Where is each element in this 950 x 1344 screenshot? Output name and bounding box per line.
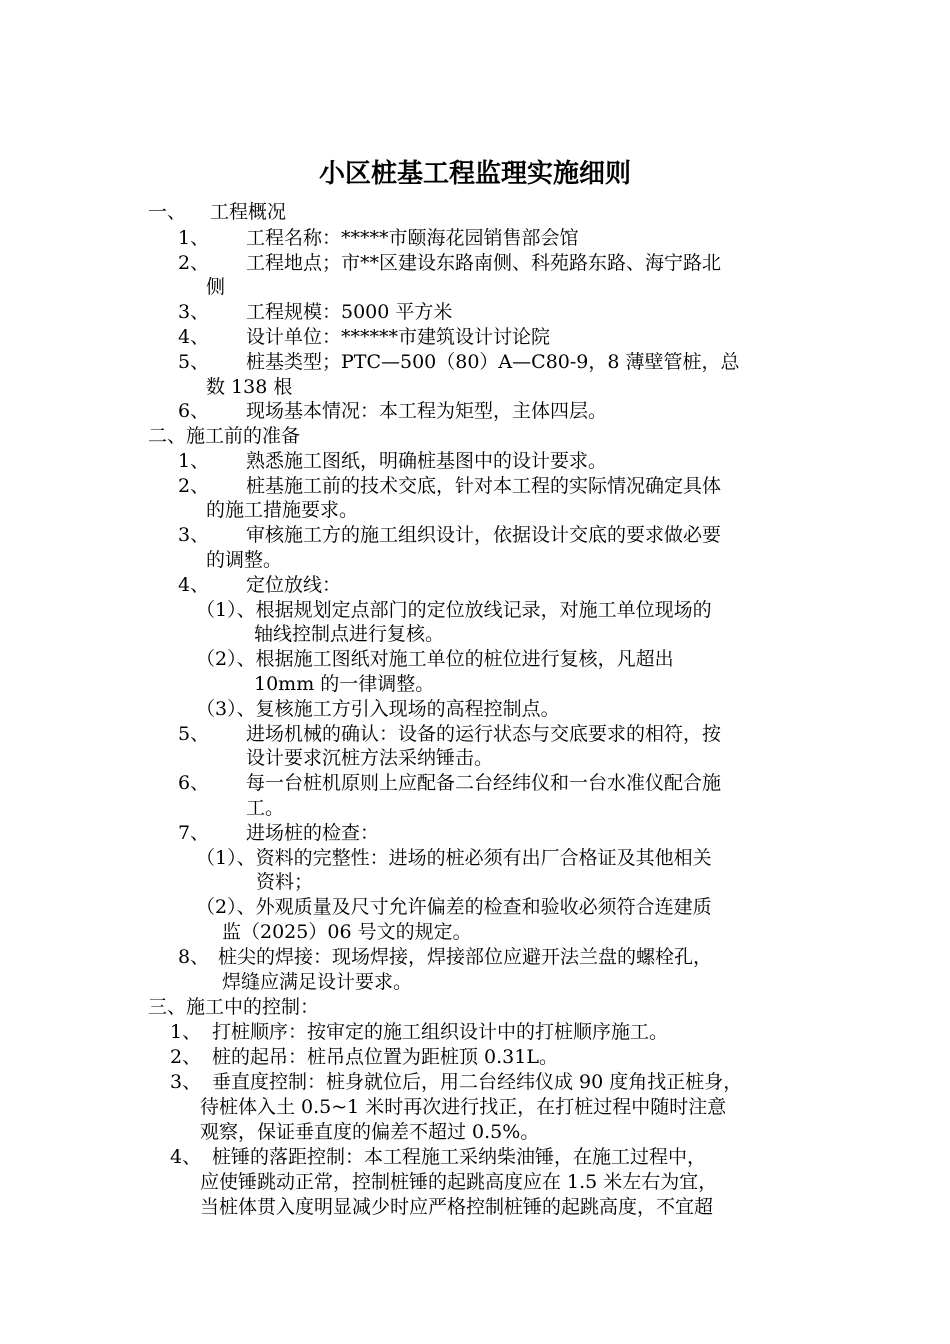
list-item-text-cont: 观察，保证垂直度的偏差不超过 0.5%。 [200, 1121, 540, 1143]
section-2-heading: 二、施工前的准备 [148, 425, 301, 447]
item-number: 3、 [178, 524, 210, 546]
list-item-text: 桩尖的焊接：现场焊接，焊接部位应避开法兰盘的螺栓孔， [218, 946, 713, 968]
list-item [178, 573, 209, 597]
list-item-text-cont: 工。 [246, 797, 285, 819]
list-item-text-cont: 当桩体贯入度明显减少时应严格控制桩锤的起跳高度，不宜超 [200, 1196, 714, 1218]
list-item [178, 226, 209, 250]
list-item [178, 399, 209, 423]
list-item [178, 251, 209, 275]
item-number: 5、 [178, 351, 210, 373]
list-item-text-cont: 焊缝应满足设计要求。 [222, 971, 413, 993]
list-item-text: 工程地点；市**区建设东路南侧、科苑路东路、海宁路北 [246, 252, 722, 274]
item-number: 3、 [178, 301, 210, 323]
item-number: 1、 [170, 1021, 202, 1043]
list-item-text: 审核施工方的施工组织设计，依据设计交底的要求做必要 [246, 524, 722, 546]
list-item-text: 进场桩的检查： [246, 822, 380, 844]
sub-item-text-cont: 轴线控制点进行复核。 [254, 623, 445, 645]
list-item-text: 垂直度控制：桩身就位后，用二台经纬仪成 90 度角找正桩身， [212, 1071, 743, 1093]
list-item [178, 945, 209, 969]
list-item [178, 523, 209, 547]
document-title: 小区桩基工程监理实施细则 [318, 159, 631, 189]
list-item-text: 每一台桩机原则上应配备二台经纬仪和一台水准仪配合施 [246, 772, 722, 794]
list-item [170, 1045, 201, 1069]
section-1-title: 工程概况 [210, 201, 287, 223]
item-number: 3、 [170, 1071, 202, 1093]
list-item [170, 1020, 201, 1044]
sub-item-text-cont: 资料； [256, 871, 314, 893]
list-item-text: 熟悉施工图纸，明确桩基图中的设计要求。 [246, 450, 608, 472]
item-number: 1、 [178, 450, 210, 472]
item-number: 6、 [178, 400, 210, 422]
sub-item-text-cont: 10mm 的一律调整。 [254, 673, 435, 695]
section-1-number: 一、 [148, 201, 187, 223]
list-item-text-cont: 的调整。 [206, 549, 283, 571]
list-item [178, 449, 209, 473]
list-item-text-cont: 的施工措施要求。 [206, 499, 359, 521]
list-item [178, 300, 209, 324]
list-item-text-cont: 数 138 根 [206, 376, 293, 398]
item-number: 5、 [178, 723, 210, 745]
item-number: 7、 [178, 822, 210, 844]
list-item [178, 722, 209, 746]
list-item-text: 工程名称：*****市颐海花园销售部会馆 [246, 227, 579, 249]
sub-item-text: （1）、资料的完整性：进场的桩必须有出厂合格证及其他相关 [196, 847, 712, 869]
list-item-text: 打桩顺序：按审定的施工组织设计中的打桩顺序施工。 [212, 1021, 669, 1043]
item-number: 2、 [170, 1046, 202, 1068]
section-3-heading: 三、施工中的控制： [148, 996, 320, 1018]
item-number: 2、 [178, 475, 210, 497]
item-number: 6、 [178, 772, 210, 794]
sub-item-text: （2）、根据施工图纸对施工单位的桩位进行复核，凡超出 [196, 648, 674, 670]
list-item-text: 桩基类型；PTC—500（80）A—C80-9，8 薄壁管桩，总 [246, 351, 740, 373]
list-item-text: 定位放线： [246, 574, 342, 596]
list-item-text-cont: 设计要求沉桩方法采纳锤击。 [246, 747, 494, 769]
sub-item-text: （3）、复核施工方引入现场的高程控制点。 [196, 698, 560, 720]
list-item [178, 474, 209, 498]
list-item-text: 工程规模：5000 平方米 [246, 301, 453, 323]
list-item-text: 桩基施工前的技术交底，针对本工程的实际情况确定具体 [246, 475, 722, 497]
item-number: 4、 [178, 326, 210, 348]
list-item [170, 1145, 201, 1169]
list-item-text-cont: 待桩体入土 0.5~1 米时再次进行找正，在打桩过程中随时注意 [200, 1096, 727, 1118]
item-number: 8、 [178, 946, 210, 968]
item-number: 1、 [178, 227, 210, 249]
item-number: 4、 [170, 1146, 202, 1168]
list-item [170, 1070, 201, 1094]
sub-item-text-cont: 监（2025）06 号文的规定。 [222, 921, 472, 943]
list-item [178, 350, 209, 374]
list-item [178, 821, 209, 845]
list-item-text: 现场基本情况：本工程为矩型，主体四层。 [246, 400, 608, 422]
list-item-text-cont: 应使锤跳动正常，控制桩锤的起跳高度应在 1.5 米左右为宜， [200, 1171, 718, 1193]
section-1-heading [148, 200, 287, 224]
list-item-text-cont: 侧 [206, 276, 226, 298]
item-number: 2、 [178, 252, 210, 274]
list-item-text: 桩锤的落距控制：本工程施工采纳柴油锤，在施工过程中， [212, 1146, 707, 1168]
item-number: 4、 [178, 574, 210, 596]
list-item-text: 桩的起吊：桩吊点位置为距桩顶 0.31L。 [212, 1046, 558, 1068]
list-item [178, 325, 209, 349]
list-item [178, 771, 209, 795]
list-item-text: 进场机械的确认：设备的运行状态与交底要求的相符，按 [246, 723, 722, 745]
list-item-text: 设计单位：******市建筑设计讨论院 [246, 326, 551, 348]
sub-item-text: （1）、根据规划定点部门的定位放线记录，对施工单位现场的 [196, 599, 712, 621]
sub-item-text: （2）、外观质量及尺寸允许偏差的检查和验收必须符合连建质 [196, 896, 712, 918]
